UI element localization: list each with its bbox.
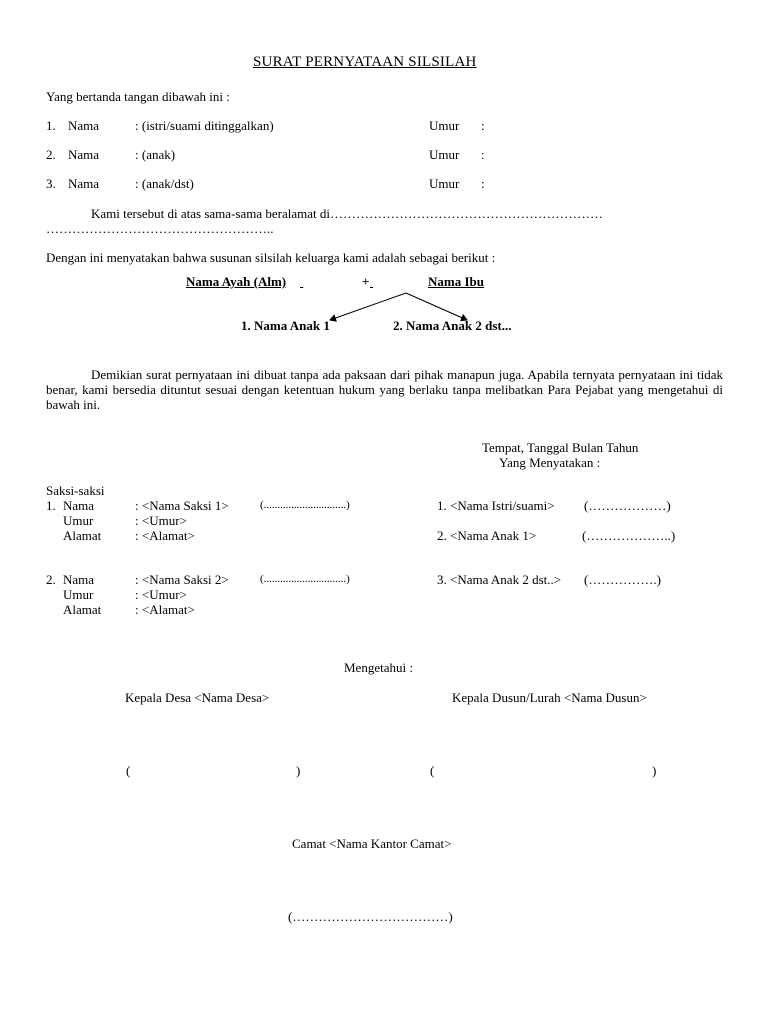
declarant-name-value: : (istri/suami ditinggalkan)	[135, 118, 274, 133]
mother-name: Nama Ibu	[428, 274, 484, 289]
tree-arrow-child2	[406, 293, 467, 320]
declaring-party-label: Yang Menyatakan :	[499, 455, 601, 470]
declarant-name-label: Nama	[68, 176, 100, 191]
tree-arrow-child1	[330, 293, 406, 320]
declarant-age-colon: :	[481, 147, 485, 162]
district-head-title: Camat <Nama Kantor Camat>	[292, 836, 452, 851]
declarant-name-value: : (anak/dst)	[135, 176, 194, 191]
witness-signature: (..............................)	[260, 499, 350, 511]
witness-name-label: Nama	[63, 572, 95, 587]
declarant-name-value: : (anak)	[135, 147, 176, 162]
signatory-name: 3. <Nama Anak 2 dst..>	[437, 572, 562, 587]
declarant-name-label: Nama	[68, 118, 100, 133]
place-date: Tempat, Tanggal Bulan Tahun	[482, 440, 639, 455]
village-head-title: Kepala Desa <Nama Desa>	[125, 690, 270, 705]
witness-address: : <Alamat>	[135, 602, 195, 617]
witness-address-label: Alamat	[63, 602, 102, 617]
witness-age-label: Umur	[63, 513, 94, 528]
witness-name: : <Nama Saksi 2>	[135, 572, 229, 587]
village-head-signature-close: )	[296, 763, 301, 778]
witness-address: : <Alamat>	[135, 528, 195, 543]
hamlet-head-signature-open: (	[430, 763, 435, 778]
declarant-number: 2.	[46, 147, 56, 162]
signatory-signature: (………………)	[584, 498, 671, 513]
declarant-age-label: Umur	[429, 147, 460, 162]
witness-signature: (..............................)	[260, 573, 350, 585]
declarant-number: 1.	[46, 118, 56, 133]
plus-sign: +	[362, 274, 370, 289]
witness-number: 2.	[46, 572, 56, 587]
child1-name: 1. Nama Anak 1	[241, 318, 330, 333]
hamlet-head-title: Kepala Dusun/Lurah <Nama Dusun>	[452, 690, 647, 705]
signatory-name: 1. <Nama Istri/suami>	[437, 498, 555, 513]
village-head-signature-open: (	[126, 763, 131, 778]
document-title: SURAT PERNYATAAN SILSILAH	[253, 54, 477, 70]
declarant-age-colon: :	[481, 118, 485, 133]
address-line-continued: ……………………………………………..	[46, 221, 274, 236]
child2-name: 2. Nama Anak 2 dst...	[393, 318, 512, 333]
witness-name-label: Nama	[63, 498, 95, 513]
acknowledged-heading: Mengetahui :	[344, 660, 413, 675]
declarant-name-label: Nama	[68, 147, 100, 162]
witness-name: : <Nama Saksi 1>	[135, 498, 229, 513]
address-line: Kami tersebut di atas sama-sama beralamat di………………………………………………………	[91, 206, 603, 221]
signatory-signature: (…………….)	[584, 572, 661, 587]
declarant-age-label: Umur	[429, 118, 460, 133]
signatory-signature: (………………..)	[582, 528, 676, 543]
witness-address-label: Alamat	[63, 528, 102, 543]
witnesses-heading: Saksi-saksi	[46, 483, 105, 498]
district-head-signature: (………………………………)	[288, 909, 453, 924]
hamlet-head-signature-close: )	[652, 763, 657, 778]
intro-text: Yang bertanda tangan dibawah ini :	[46, 89, 230, 104]
declarant-number: 3.	[46, 176, 56, 191]
witness-age: : <Umur>	[135, 513, 187, 528]
witness-age-label: Umur	[63, 587, 94, 602]
signatory-name: 2. <Nama Anak 1>	[437, 528, 537, 543]
declarant-age-colon: :	[481, 176, 485, 191]
witness-age: : <Umur>	[135, 587, 187, 602]
father-name: Nama Ayah (Alm)	[186, 274, 287, 289]
declarant-age-label: Umur	[429, 176, 460, 191]
witness-number: 1.	[46, 498, 56, 513]
closing-paragraph: Demikian surat pernyataan ini dibuat tanpa ada paksaan dari pihak manapun juga. Apabila ternyata pernyataan ini tidak benar, kami bersedia dituntut sesuai dengan ketentuan hukum yang berlaku tanpa melibatkan Para Pejabat yang mengetahui di bawah ini.	[46, 367, 723, 412]
statement-text: Dengan ini menyatakan bahwa susunan silsilah keluarga kami adalah sebagai berikut :	[46, 250, 496, 265]
